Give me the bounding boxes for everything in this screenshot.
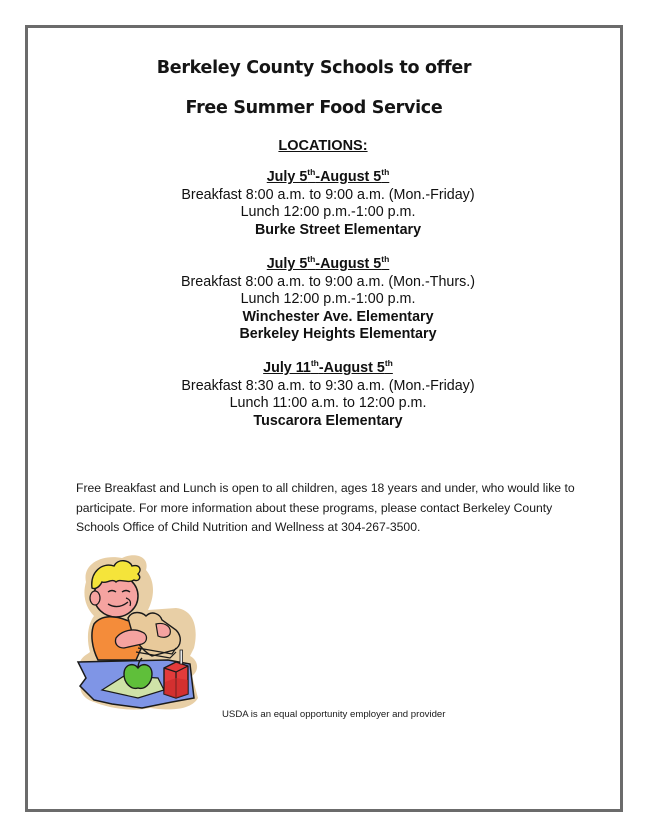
schedule-section-3 [0,360,648,430]
date-end-suffix: th [381,167,390,177]
date-end-suffix: th [384,358,393,368]
date-end: August 5 [320,169,382,185]
breakfast-hours: Breakfast 8:30 a.m. to 9:30 a.m. (Mon.-Friday) [181,377,475,394]
lunch-hours: Lunch 11:00 a.m. to 12:00 p.m. [229,395,427,412]
date-range [0,360,648,378]
date-start: July 11 [263,360,311,376]
date-start: July 5 [266,256,308,272]
breakfast-hours: Breakfast 8:00 a.m. to 9:00 a.m. (Mon.-Thurs.) [181,273,475,290]
breakfast-hours: Breakfast 8:00 a.m. to 9:00 a.m. (Mon.-Friday) [181,186,475,203]
schedule-section-2 [0,256,648,344]
usda-footer-note: USDA is an equal opportunity employer and provider [222,709,446,720]
date-separator: - [315,169,321,185]
info-paragraph: Free Breakfast and Lunch is open to all children, ages 18 years and under, who would like to participate. For more information about these programs, please contact Berkeley County Schools Office of Child Nutrition and Wellness at 304-267-3500. [76,481,575,535]
site-name: Berkeley Heights Elementary [239,326,437,343]
date-start-suffix: th [307,254,316,264]
date-start: July 5 [266,169,308,185]
locations-heading: LOCATIONS: [278,138,368,154]
schedule-section-1 [0,169,648,239]
title-line-1: Berkeley County Schools to offer [156,58,472,78]
date-range [0,169,648,187]
date-range [0,256,648,274]
lunch-hours: Lunch 12:00 p.m.-1:00 p.m. [240,291,416,308]
date-separator: - [318,360,324,376]
date-end: August 5 [320,256,382,272]
date-start-suffix: th [310,358,319,368]
site-name: Winchester Ave. Elementary [242,308,434,325]
lunch-hours: Lunch 12:00 p.m.-1:00 p.m. [240,204,416,221]
date-separator: - [315,256,321,272]
date-end-suffix: th [381,254,390,264]
site-name: Burke Street Elementary [254,221,422,238]
date-start-suffix: th [307,167,316,177]
title-line-2: Free Summer Food Service [185,98,443,118]
boy-eating-sandwich-illustration [72,552,204,718]
date-end: August 5 [323,360,385,376]
site-name: Tuscarora Elementary [253,412,403,429]
